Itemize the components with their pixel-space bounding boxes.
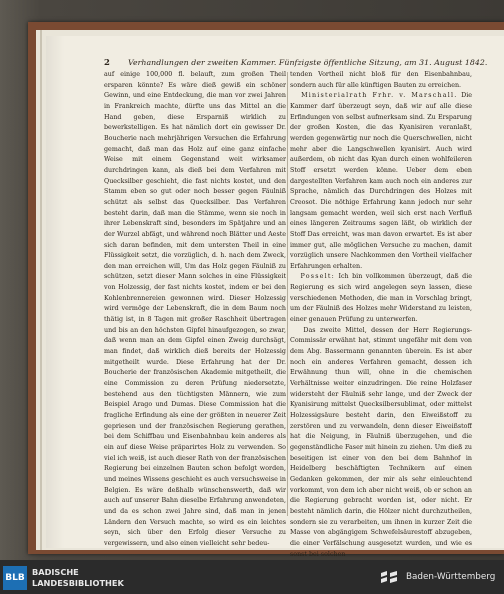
right-column bbox=[290, 70, 472, 560]
page-title: Verhandlungen der zweiten Kammer. Fünfzigste öffentliche Sitzung, am 31. August 1842. bbox=[128, 58, 488, 67]
blb-logo-icon[interactable]: BLB bbox=[3, 566, 27, 590]
page-number: 2 bbox=[104, 58, 110, 68]
institution-name bbox=[32, 567, 124, 589]
speaker-label-2: Posselt: bbox=[300, 273, 335, 281]
state-name[interactable]: Baden-Württemberg bbox=[406, 572, 496, 582]
left-column bbox=[104, 70, 286, 550]
left-column-text: auf einige 100,000 fl. belauft, zum großen Theil ersparen könnte? Es wäre dieß gewiß ein schöner Gewinn, und eine Entdeckung, die man vor zwei Jahren in Frankreich machte, dürfte uns das Mittel an die Hand geben, diese Ersparniß wirklich zu bewerkstelligen. Es hat nämlich dort ein gewisser Dr. Boucherie nach mehrjährigen Versuchen die Erfahrung gemacht, daß man das Holz auf eine ganz einfache Weise mit einem Gegenstand weit wirksamer durchdringen kann, als dieß bei dem Verfahren mit Quecksilber geschieht, die fast nichts kostet, und den Stamm eben so gut oder noch besser gegen Fäulniß schützt als selbst das Quecksilber. Das Verfahren besteht darin, daß man die Stämme, wenn sie noch in ihrer Lebenskraft sind, besonders im Spätjahre und an der Wurzel abfägt, und während noch Blätter und Aeste sich daran befinden, mit dem untersten Theil in eine Flüssigkeit setzt, die vorzüglich, d. h. nach dem Zweck, den man erreichen will, Um das Holz gegen Fäulniß zu schützen, setzt dieser Mann solches in eine Flüssigkeit von Holzessig, der fast nichts kostet, indem er bei den Kohlenbrennereien gewonnen wird. Dieser Holzessig wird vermöge der Lebenskraft, die in dem Baum noch thätig ist, in 8 Tagen mit großer Raschheit übertragen und bis an den höchsten Gipfel hinaufgezogen, so zwar, daß wenn man an dem Gipfel einen Zweig durchsägt, man findet, daß wirklich dieß bereits der Holzessig mitgetheilt wurde. Diese Erfahrung hat der Dr. Boucherie der französischen Akademie mitgetheilt, die eine Commission zu deren Prüfung niedersetzte, bestehend aus den tüchtigsten Männern, wie zum Beispiel Arago und Dumas. Diese Commission hat die fragliche Erfindung als eine der größten in neuerer Zeit gepriesen und der französischen Regierung gerathen, bei dem Schiffbau und Eisenbahnbau kein anderes als ein auf diese Weise präparirtes Holz zu verwenden. So viel ich weiß, ist auch dieser Rath von der französischen Regierung bei einzelnen Bauten schon befolgt worden, und meines Wissens geschieht es auch versuchsweise in Belgien. Es wäre deßhalb wünschenswerth, daß wir auch auf unserer Bahn dieselbe Erfahrung anwendeten, und da es schon zwei Jahre sind, daß man in jenen Ländern den Versuch machte, so wird es ein leichtes seyn, sich über den Erfolg dieser Versuche zu vergewissern, und also einen vielleicht sehr bedeu- bbox=[104, 71, 286, 547]
institution-line-1: BADISCHE bbox=[32, 567, 79, 577]
paragraph-2-text: Die Kammer darf überzeugt seyn, daß wir auf alle diese Erfindungen von selbst aufmerksam sind. Zu Ersparung der großen Kosten, die das Kyanisiren veranlaßt, werden gegenwärtig nur noch die Querschwellen, nicht mehr aber die Langschwellen kyanisirt. Auch wird außerdem, ob nicht das Kyan durch einen wohlfeileren Stoff ersetzt werden könne. Ueber dem eben dargestellten Verfahren kam auch noch ein anderes zur Sprache, nämlich das Durchdringen des Holzes mit Creosot. Die nöthige Erfahrung kann jedoch nur sehr langsam gemacht werden, weil sich erst nach Verfluß eines längeren Zeitraums sagen läßt, ob wirklich der Stoff Das erreicht, was man davon erwartet. Es ist aber immer gut, alle möglichen Versuche zu machen, damit vorzüglich unsere Nachkommen den Vortheil vielfacher Erfahrungen erhalten. bbox=[290, 92, 472, 270]
speaker-label: Ministerialrath Frhr. v. Marschall. bbox=[301, 92, 458, 100]
state-coat-of-arms-icon[interactable] bbox=[378, 567, 400, 587]
page-fold-line bbox=[40, 30, 42, 550]
paragraph-3 bbox=[290, 272, 472, 325]
paragraph-3-text: Ich bin vollkommen überzeugt, daß die Regierung es sich wird angelegen seyn lassen, diese verschiedenen Methoden, die man in Vorschlag bringt, um der Fäulniß des Holzes mehr Widerstand zu leisten, einer genauen Prüfung zu unterwerfen. bbox=[290, 273, 472, 324]
institution-line-2: LANDESBIBLIOTHEK bbox=[32, 578, 124, 588]
paragraph-1: tenden Vortheil nicht bloß für den Eisenbahnbau, sondern auch für alle künftigen Bauten zu erreichen. bbox=[290, 71, 472, 89]
paragraph-4: Das zweite Mittel, dessen der Herr Regierungs-Commissär erwähnt hat, stimmt ungefähr mit dem von dem Abg. Bassermann genannten überein. Es ist aber noch ein anderes Verfahren gemacht, dessen ich Erwähnung thun will, ohne in die chemischen Verhältnisse weiter einzudringen. Die reine Holzfaser widersteht der Fäulniß sehr lange, und der Zweck der Kyanisirung mittelst Quecksilbersublimat, oder mittelst Holzessigsäure besteht darin, den Eiweißstoff zu zerstören und zu verwandeln, denn dieser Eiweißstoff hat die Neigung, in Fäulniß überzugehen, und die gegenständliche Faser mit hinein zu ziehen. Um dieß zu beseitigen ist einer von den bei dem Bahnhof in Heidelberg beschäftigten Technikern auf einen Gedanken gekommen, der mir als sehr einleuchtend vorkommt, von dem ich aber nicht weiß, ob er schon an die Regierung gebracht worden ist, oder nicht. Er besteht nämlich darin, die Hölzer nicht durchzutheilen, sondern sie zu verarbeiten, um ihnen in kurzer Zeit die Masse von abgängigem Schwefelsäurestoff abzugeben, die einer Verfälschung ausgesetzt wurden, und wie es sonst bei solchen bbox=[290, 326, 472, 558]
paragraph-2 bbox=[290, 91, 472, 272]
column-divider bbox=[287, 72, 288, 516]
